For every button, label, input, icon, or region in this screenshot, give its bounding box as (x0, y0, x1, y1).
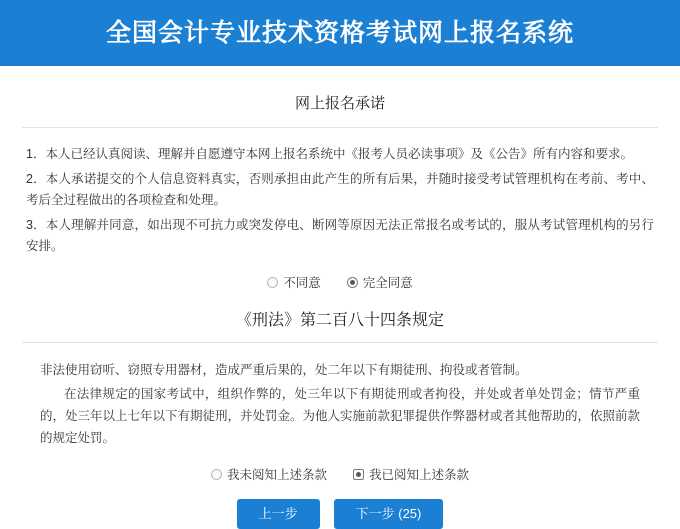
law-paragraph: 非法使用窃听、窃照专用器材，造成严重后果的，处二年以下有期徒刑、拘役或者管制。 (40, 363, 528, 377)
main-content (0, 92, 680, 529)
promise-clause: 2．本人承诺提交的个人信息资料真实，否则承担由此产生的所有后果，并随时接受考试管理机构在考前、考中、考后全过程做出的各项检查和处理。 (26, 172, 654, 207)
law-radio-group (16, 465, 664, 483)
law-body (16, 359, 664, 449)
law-option-read[interactable] (353, 465, 469, 483)
radio-checked-icon[interactable] (353, 469, 364, 480)
promise-option-label: 完全同意 (362, 276, 413, 290)
radio-unchecked-icon[interactable] (267, 277, 278, 288)
radio-checked-icon[interactable] (347, 277, 358, 288)
law-option-label: 我已阅知上述条款 (369, 468, 470, 482)
section-divider (22, 127, 658, 128)
law-option-label: 我未阅知上述条款 (226, 468, 327, 482)
promise-clause: 3．本人理解并同意，如出现不可抗力或突发停电、断网等原因无法正常报名或考试的，服从考试管理机构的另行安排。 (26, 218, 654, 253)
law-option-not-read[interactable] (211, 465, 327, 483)
law-paragraph: 在法律规定的国家考试中，组织作弊的，处三年以下有期徒刑或者拘役，并处或者单处罚金；情节严重的，处三年以上七年以下有期徒刑，并处罚金。为他人实施前款犯罪提供作弊器材或者其他帮助的，依照前款的规定处罚。 (40, 387, 641, 445)
promise-option-label: 不同意 (283, 276, 321, 290)
wizard-button-row (16, 499, 664, 529)
law-section-divider (22, 342, 658, 343)
prev-step-button[interactable]: 上一步 (237, 499, 320, 529)
promise-option-agree[interactable] (347, 273, 413, 291)
app-header (0, 0, 680, 66)
promise-clause-list (16, 144, 664, 257)
page-title: 全国会计专业技术资格考试网上报名系统 (105, 19, 574, 47)
promise-radio-group (16, 273, 664, 291)
promise-section-title: 网上报名承诺 (294, 95, 385, 112)
promise-clause: 1．本人已经认真阅读、理解并自愿遵守本网上报名系统中《报考人员必读事项》及《公告》所有内容和要求。 (26, 147, 633, 161)
promise-option-disagree[interactable] (267, 273, 321, 291)
next-step-button[interactable]: 下一步 (25) (334, 499, 444, 529)
law-section-title: 《刑法》第二百八十四条规定 (235, 312, 444, 329)
radio-unchecked-icon[interactable] (211, 469, 222, 480)
